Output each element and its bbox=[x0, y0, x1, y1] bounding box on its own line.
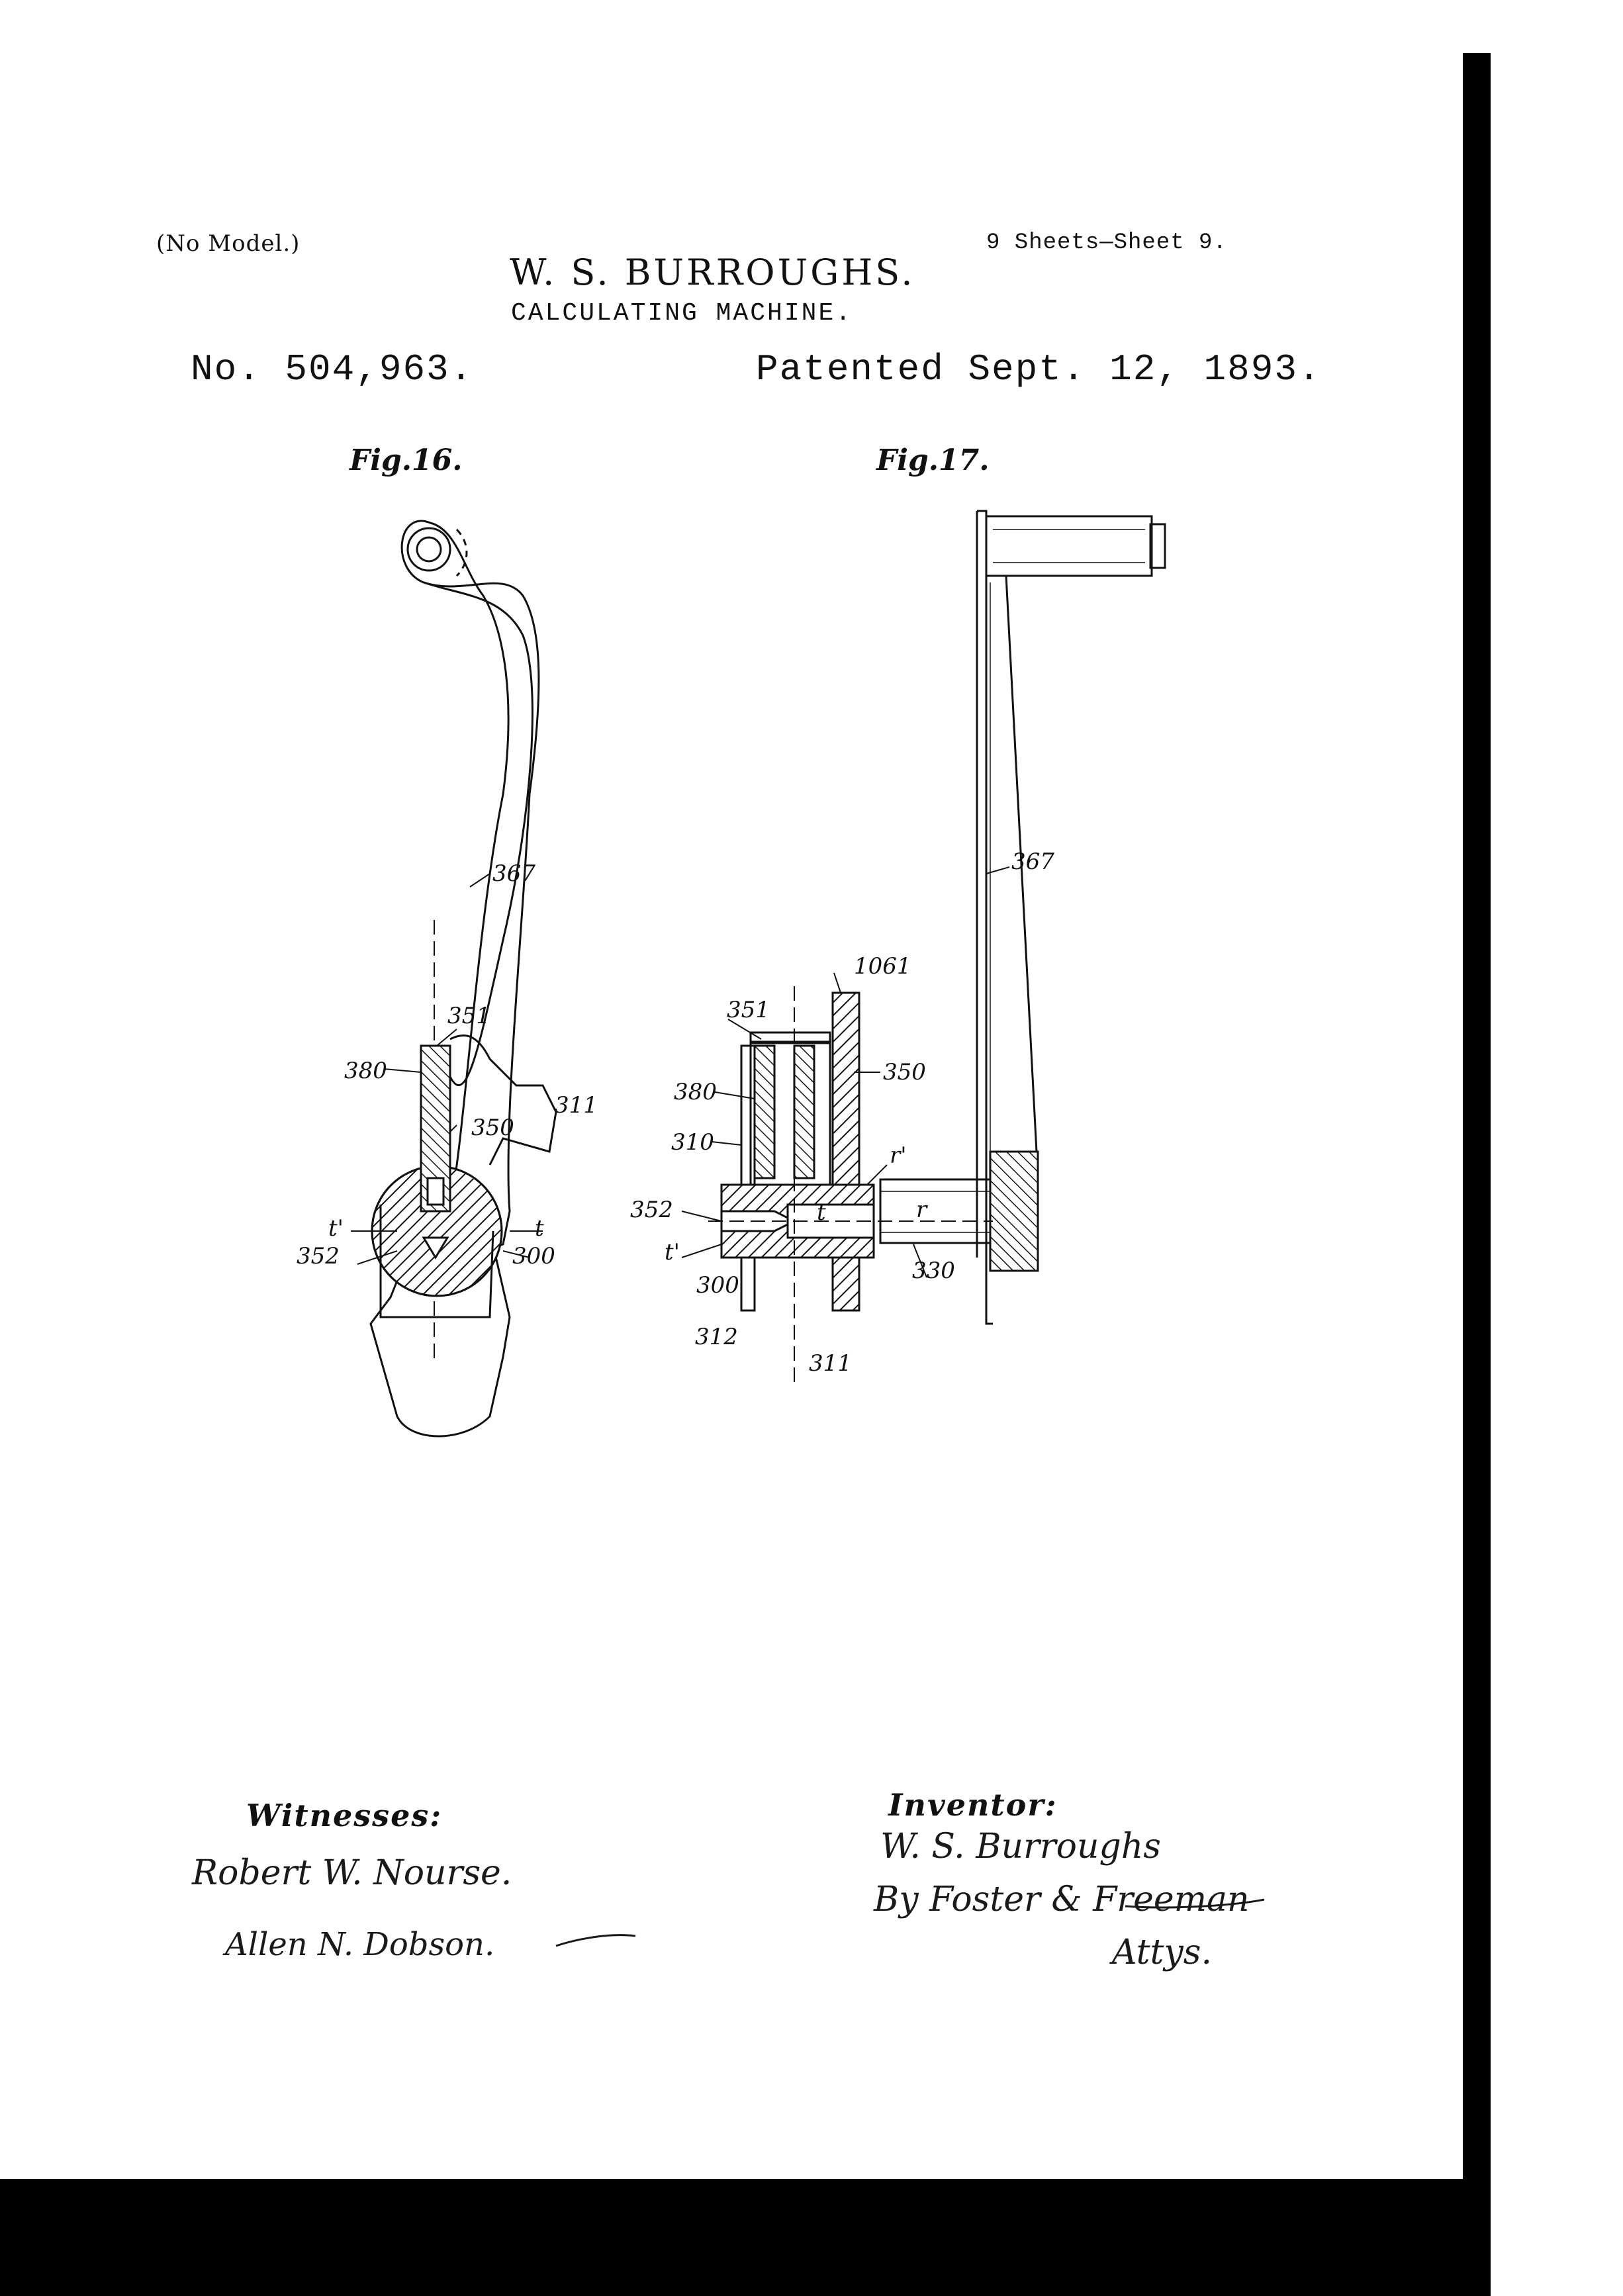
witness-signature-1: Robert W. Nourse. bbox=[192, 1853, 512, 1893]
fig17-ref-t-inner: t bbox=[817, 1199, 826, 1226]
fig17-handle-grip bbox=[986, 516, 1152, 576]
invention-title: CALCULATING MACHINE. bbox=[511, 299, 853, 328]
fig16-ref-t: t bbox=[535, 1215, 544, 1242]
fig17-ref-312: 312 bbox=[695, 1324, 738, 1350]
fig17-ref-r: r bbox=[916, 1197, 927, 1223]
patent-date: Patented Sept. 12, 1893. bbox=[756, 348, 1322, 390]
attorney-signature: By Foster & Freeman bbox=[874, 1880, 1250, 1919]
inventor-name: W. S. BURROUGHS. bbox=[510, 252, 915, 293]
fig16-ref-t-prime: t' bbox=[328, 1215, 344, 1242]
attorney-suffix: Attys. bbox=[1112, 1933, 1213, 1972]
fig17-crank-hub bbox=[990, 1152, 1038, 1271]
inventor-label: Inventor: bbox=[888, 1787, 1058, 1823]
fig17-ref-300: 300 bbox=[696, 1272, 739, 1299]
fig17-ref-352: 352 bbox=[630, 1197, 673, 1223]
fig17-ref-367: 367 bbox=[1011, 849, 1054, 875]
fig16-latch-311 bbox=[450, 1035, 556, 1165]
sheet-count: 9 Sheets—Sheet 9. bbox=[986, 230, 1227, 255]
fig16-crank-arm bbox=[371, 521, 539, 1436]
fig16-drawing bbox=[351, 521, 556, 1436]
fig17-ref-310: 310 bbox=[671, 1129, 714, 1156]
fig16-ref-352: 352 bbox=[297, 1243, 340, 1269]
witnesses-label: Witnesses: bbox=[246, 1798, 443, 1833]
fig17-ref-t-prime: t' bbox=[665, 1239, 680, 1265]
fig17-shaft-330 bbox=[880, 1179, 990, 1243]
patent-number: No. 504,963. bbox=[191, 348, 474, 390]
witness-signature-2: Allen N. Dobson. bbox=[225, 1926, 495, 1963]
fig17-ref-1061: 1061 bbox=[854, 953, 911, 980]
fig17-drawing bbox=[682, 511, 1165, 1383]
fig17-ref-380: 380 bbox=[674, 1079, 717, 1105]
model-note: (No Model.) bbox=[156, 230, 301, 257]
fig17-disk-1061 bbox=[833, 993, 859, 1310]
fig17-ref-351: 351 bbox=[727, 997, 770, 1023]
fig17-ref-311: 311 bbox=[809, 1350, 852, 1377]
fig16-ref-300: 300 bbox=[512, 1243, 555, 1269]
fig17-ref-330: 330 bbox=[912, 1258, 955, 1284]
fig17-label: Fig.17. bbox=[876, 443, 990, 477]
fig16-label: Fig.16. bbox=[349, 443, 463, 477]
fig17-disk-312 bbox=[741, 1046, 755, 1310]
fig16-ref-351: 351 bbox=[447, 1003, 490, 1029]
fig17-ref-350: 350 bbox=[883, 1059, 926, 1085]
fig16-ref-350: 350 bbox=[471, 1115, 514, 1141]
fig16-ref-311: 311 bbox=[555, 1092, 598, 1119]
fig16-ref-367: 367 bbox=[492, 860, 535, 887]
fig16-pivot-eye bbox=[408, 528, 450, 571]
inventor-signature: W. S. Burroughs bbox=[880, 1827, 1161, 1866]
fig17-ref-r-prime: r' bbox=[890, 1142, 907, 1169]
fig16-ref-380: 380 bbox=[344, 1058, 387, 1084]
